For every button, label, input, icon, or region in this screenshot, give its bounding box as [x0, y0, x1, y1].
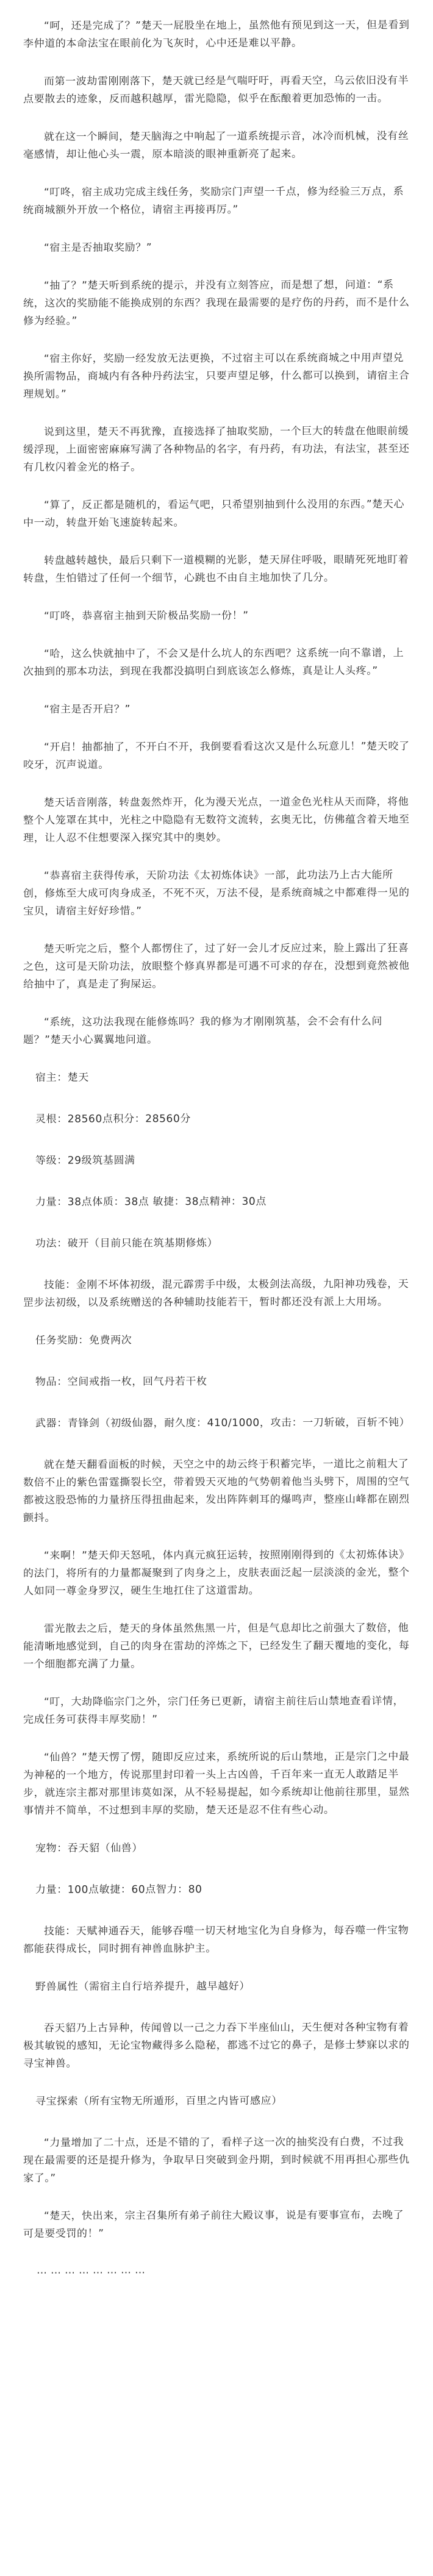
text-paragraph: 技能：金刚不坏体初级，混元霹雳手中级，太极剑法高级，九阳神功残卷，天罡步法初级，以及系统赠送的各种辅助技能若干，暂时都还没有派上大用场。: [23, 1278, 409, 1309]
stat-line: 功法：破开（目前只能在筑基期修炼）: [35, 1236, 218, 1250]
text-paragraph: 吞天貂乃上古异种，传闻曾以一己之力吞下半座仙山，天生便对各种宝物有着极其敏锐的感知，无论宝物藏得多么隐秘，都逃不过它的鼻子，是修士梦寐以求的寻宝神兽。: [23, 2021, 410, 2070]
stat-line: 寻宝探索（所有宝物无所遁形，百里之内皆可感应）: [35, 2094, 282, 2108]
dialogue-paragraph: “叮咚，宿主成功完成主线任务，奖励宗门声望一千点，修为经验三万点，系统商城额外开放一个格位，请宿主再接再厉。”: [23, 185, 404, 216]
document-body: [23, 17, 412, 2242]
text-paragraph: 转盘越转越快，最后只剩下一道模糊的光影，楚天屏住呼吸，眼睛死死地盯着转盘，生怕错过了任何一个细节，心跳也不由自主地加快了几分。: [23, 554, 409, 585]
text-paragraph: 就在楚天翻看面板的时候，天空之中的劫云终于积蓄完毕，一道比之前粗大了数倍不止的紫色雷霆撕裂长空，带着毁天灭地的气势朝着他当头劈下，周围的空气都被这股恐怖的力量挤压得扭曲起来，发出阵阵刺耳的爆鸣声，整座山峰都在剧烈颤抖。: [23, 1458, 410, 1524]
dialogue-paragraph: “宿主是否抽取奖励？”: [43, 241, 152, 254]
text-paragraph: 就在这一个瞬间，楚天脑海之中响起了一道系统提示音，冰冷而机械，没有丝毫感情，却让他心头一震，原本暗淡的眼神重新亮了起来。: [23, 130, 409, 161]
ellipsis-line: ……………………: [36, 2264, 149, 2277]
stat-line: 力量：100点敏捷：60点智力：80: [35, 1883, 202, 1896]
dialogue-paragraph: “算了，反正都是随机的，看运气吧，只希望别抽到什么没用的东西。”楚天心中一动，转盘开始飞速旋转起来。: [23, 498, 405, 529]
text-paragraph: 而第一波劫雷刚刚落下，楚天就已经是气喘吁吁，再看天空，乌云依旧没有半点要散去的迹象，反而越积越厚，雷光隐隐，似乎在酝酿着更加恐怖的一击。: [23, 74, 409, 105]
text-paragraph: “恭喜宿主获得传承，天阶功法《太初炼体诀》一部，此功法乃上古大能所创，修炼至大成可肉身成圣，不死不灭，万法不侵，是系统商城之中都难得一见的宝贝，请宿主好好珍惜。”: [23, 869, 410, 918]
stat-line: 任务奖励：免费两次: [35, 1334, 132, 1347]
dialogue-paragraph: “宿主是否开启？”: [43, 703, 131, 716]
stat-line: 武器：青锋剑（初级仙器，耐久度：410/1000，攻击：一刀斩破，百斩不钝）: [35, 1416, 410, 1430]
text-paragraph: “仙兽？”楚天愣了愣，随即反应过来，系统所说的后山禁地，正是宗门之中最为神秘的一个地方，传说那里封印着一头上古凶兽，千百年来一直无人敢踏足半步，就连宗主都对那里讳莫如深，从不轻易提起，如今系统却让他前往那里，显然事情并不简单，不过想到丰厚的奖励，楚天还是忍不住有些心动。: [23, 1750, 410, 1817]
text-paragraph: “哈，这么快就抽中了，不会又是什么坑人的东西吧？这系统一向不靠谱，上次抽到的那本功法，到现在我都没搞明白到底该怎么修炼，真是让人头疼。”: [23, 647, 404, 678]
stat-line: 灵根：28560点积分：28560分: [35, 1113, 191, 1126]
stat-line: 等级：29级筑基圆满: [35, 1154, 135, 1167]
dialogue-paragraph: “楚天，快出来，宗主召集所有弟子前往大殿议事，说是有要事宣布，去晚了可是要受罚的！”: [23, 2209, 404, 2240]
text-paragraph: “宿主你好，奖励一经发放无法更换，不过宿主可以在系统商城之中用声望兑换所需物品，商城内有各种丹药法宝，只要声望足够，什么都可以换到，请宿主合理规划。”: [23, 352, 410, 401]
text-paragraph: “力量增加了二十点，还是不错的了，看样子这一次的抽奖没有白费，不过我现在最需要的还是提升修为，争取早日突破到金丹期，到时候就不用再担心那些仇家了。”: [23, 2136, 410, 2185]
dialogue-paragraph: “系统，这功法我现在能修炼吗？我的修为才刚刚筑基，会不会有什么问题？”楚天小心翼翼地问道。: [23, 1015, 383, 1046]
stat-line: 野兽属性（需宿主自行培养提升，越早越好）: [35, 1980, 251, 1993]
dialogue-paragraph: “开启！抽都抽了，不开白不开，我倒要看看这次又是什么玩意儿！”楚天咬了咬牙，沉声说道。: [23, 740, 410, 771]
text-paragraph: 技能：天赋神通吞天，能够吞噬一切天材地宝化为自身修为，每吞噬一件宝物都能获得成长，同时拥有神兽血脉护主。: [23, 1924, 409, 1955]
stat-line: 宠物：吞天貂（仙兽）: [35, 1842, 143, 1855]
text-paragraph: “来啊！”楚天仰天怒吼，体内真元疯狂运转，按照刚刚得到的《太初炼体诀》的法门，将所有的力量都凝聚到了肉身之上，皮肤表面泛起一层淡淡的金光，整个人如同一尊金身罗汉，硬生生地扛住了这道雷劫。: [23, 1549, 410, 1597]
text-paragraph: 雷光散去之后，楚天的身体虽然焦黑一片，但是气息却比之前强大了数倍，他能清晰地感觉到，自己的肉身在雷劫的淬炼之下，已经发生了翻天覆地的变化，每一个细胞都充满了力量。: [23, 1622, 410, 1671]
text-paragraph: 说到这里，楚天不再犹豫，直接选择了抽取奖励，一个巨大的转盘在他眼前缓缓浮现，上面密密麻麻写满了各种物品的名字，有丹药，有功法，有法宝，甚至还有几枚闪着金光的格子。: [23, 425, 410, 474]
dialogue-paragraph: “呵，还是完成了？”楚天一屁股坐在地上，虽然他有预见到这一天，但是看到李仲道的本命法宝在眼前化为飞灰时，心中还是难以平静。: [23, 19, 410, 50]
text-paragraph: 楚天听完之后，整个人都愣住了，过了好一会儿才反应过来，脸上露出了狂喜之色，这可是天阶功法，放眼整个修真界都是可遇不可求的存在，没想到竟然被他给抽中了，真是走了狗屎运。: [23, 942, 410, 991]
dialogue-paragraph: “叮，大劫降临宗门之外，宗门任务已更新，请宿主前往后山禁地查看详情，完成任务可获得丰厚奖励！”: [23, 1695, 404, 1726]
stat-line: 宿主：楚天: [35, 1071, 90, 1084]
stat-line: 力量：38点体质：38点 敏捷：38点精神：30点: [35, 1195, 267, 1208]
stat-line: 物品：空间戒指一枚，回气丹若干枚: [35, 1375, 207, 1388]
text-paragraph: 楚天话音刚落，转盘轰然炸开，化为漫天光点，一道金色光柱从天而降，将他整个人笼罩在其中，光柱之中隐隐有无数符文流转，玄奥无比，仿佛蕴含着天地至理，让人忍不住想要深入探究其中的奥妙。: [23, 796, 410, 844]
text-paragraph: “抽了？”楚天听到系统的提示，并没有立刻答应，而是想了想，问道：“系统，这次的奖励能不能换成别的东西？我现在最需要的是疗伤的丹药，而不是什么修为经验。”: [23, 279, 410, 327]
dialogue-paragraph: “叮咚，恭喜宿主抽到天阶极品奖励一份！”: [43, 609, 249, 623]
